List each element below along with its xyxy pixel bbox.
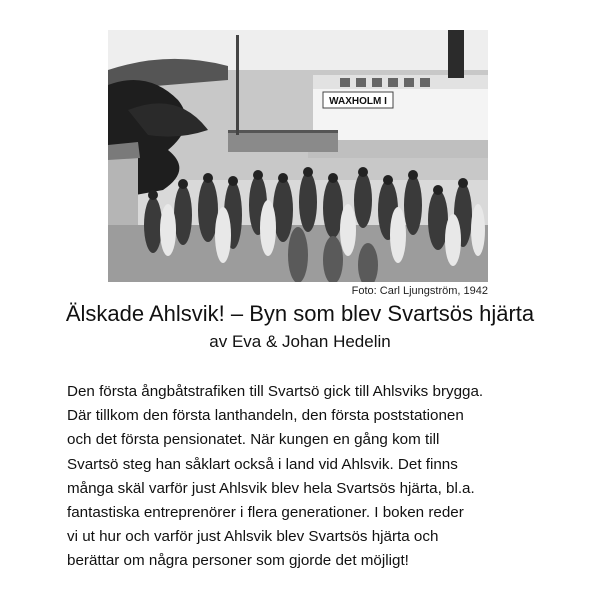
authors-line: av Eva & Johan Hedelin	[209, 332, 391, 351]
photo-credit: Foto: Carl Ljungström, 1942	[351, 285, 488, 297]
body-line: fantastiska entreprenörer i flera generationer. I boken reder	[67, 504, 464, 522]
body-line: vi ut hur och varför just Ahlsvik blev Svartsös hjärta och	[67, 528, 439, 546]
body-line: och det första pensionatet. När kungen en gång kom till	[67, 431, 440, 449]
page-title: Älskade Ahlsvik! – Byn som blev Svartsös hjärta	[65, 301, 535, 326]
body-line: Den första ångbåtstrafiken till Svartsö gick till Ahlsviks brygga.	[67, 383, 484, 400]
body-line: Svartsö steg han såklart också i land vid Ahlsvik. Det finns	[67, 455, 458, 473]
ship-name-text: WAXHOLM I	[329, 96, 387, 107]
body-line: berättar om några personer som gjorde det möjligt!	[67, 552, 409, 570]
steamship-photo	[108, 30, 488, 282]
body-line: många skäl varför just Ahlsvik blev hela Svartsös hjärta, bl.a.	[67, 479, 475, 497]
body-line: Där tillkom den första lanthandeln, den första poststationen	[67, 407, 464, 425]
body-paragraph	[67, 380, 557, 574]
historical-photo	[108, 30, 488, 282]
